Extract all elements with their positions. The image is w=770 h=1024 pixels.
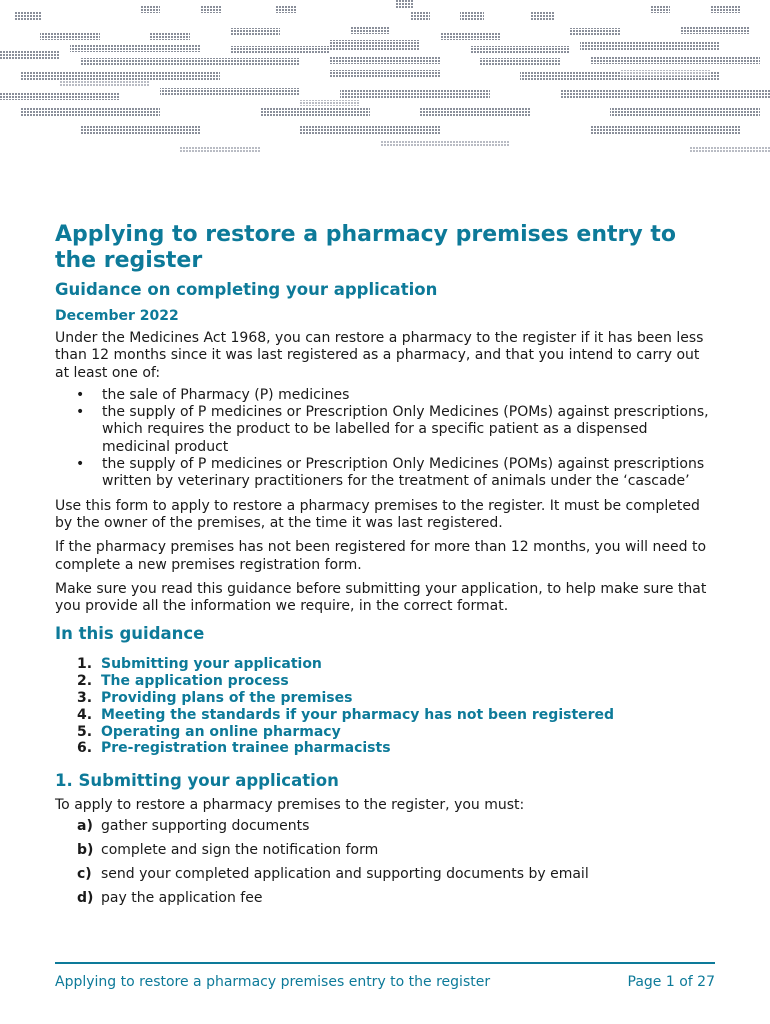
toc-item: 4. Meeting the standards if your pharmacy has not been registered [77, 706, 615, 723]
step-item: a) gather supporting documents [77, 817, 310, 834]
document-subtitle: Guidance on completing your application [55, 280, 438, 299]
section-intro: To apply to restore a pharmacy premises to the register, you must: [55, 797, 525, 814]
activity-list [55, 387, 715, 491]
footer-title: Applying to restore a pharmacy premises entry to the register [55, 974, 491, 990]
toc-link-online[interactable]: Operating an online pharmacy [101, 723, 341, 740]
steps-list [55, 818, 715, 908]
toc-heading: In this guidance [55, 624, 205, 644]
section-heading-submitting: 1. Submitting your application [55, 771, 339, 791]
page-footer [55, 962, 715, 991]
toc-link-standards[interactable]: Meeting the standards if your pharmacy has not been registered [101, 706, 615, 723]
new-registration-paragraph: If the pharmacy premises has not been registered for more than 12 months, you will need to complete a new premises registration form. [55, 539, 707, 573]
banner-pattern [0, 0, 770, 170]
list-item: • the supply of P medicines or Prescription Only Medicines (POMs) against prescriptions, which requires the product to be labelled for a specific patient as a dispensed medicinal product [102, 404, 715, 456]
toc-link-trainee[interactable]: Pre-registration trainee pharmacists [101, 740, 391, 757]
document-date: December 2022 [55, 308, 179, 324]
header-banner-graphic [0, 0, 770, 170]
read-guidance-paragraph: Make sure you read this guidance before submitting your application, to help make sure that you provide all the information we require, in the correct format. [55, 580, 707, 615]
document-title: Applying to restore a pharmacy premises entry to the register [55, 222, 676, 273]
toc-item: 3. Providing plans of the premises [77, 690, 353, 707]
intro-paragraph: Under the Medicines Act 1968, you can restore a pharmacy to the register if it has been less than 12 months since it was last registered as a pharmacy, and that you intend to carry out at least one of: [55, 330, 704, 381]
step-item: b) complete and sign the notification form [77, 841, 379, 858]
toc-item: 1. Submitting your application [77, 656, 322, 673]
toc-item: 2. The application process [77, 673, 289, 690]
toc-link-plans[interactable]: Providing plans of the premises [101, 690, 353, 707]
page-number: Page 1 of 27 [627, 974, 715, 990]
list-item: • the supply of P medicines or Prescription Only Medicines (POMs) against prescriptions written by veterinary practitioners for the treatment of animals under the ‘cascade’ [102, 456, 715, 491]
step-item: c) send your completed application and supporting documents by email [77, 866, 589, 883]
toc-item: 5. Operating an online pharmacy [77, 723, 341, 740]
toc-link-process[interactable]: The application process [101, 673, 289, 690]
table-of-contents [55, 656, 715, 757]
step-item: d) pay the application fee [77, 890, 263, 907]
form-usage-paragraph: Use this form to apply to restore a pharmacy premises to the register. It must be completed by the owner of the premises, at the time it was last registered. [55, 497, 700, 531]
toc-link-submitting[interactable]: Submitting your application [101, 656, 322, 673]
list-item: • the sale of Pharmacy (P) medicines [102, 387, 715, 404]
toc-item: 6. Pre-registration trainee pharmacists [77, 740, 391, 757]
document-body [55, 222, 715, 915]
